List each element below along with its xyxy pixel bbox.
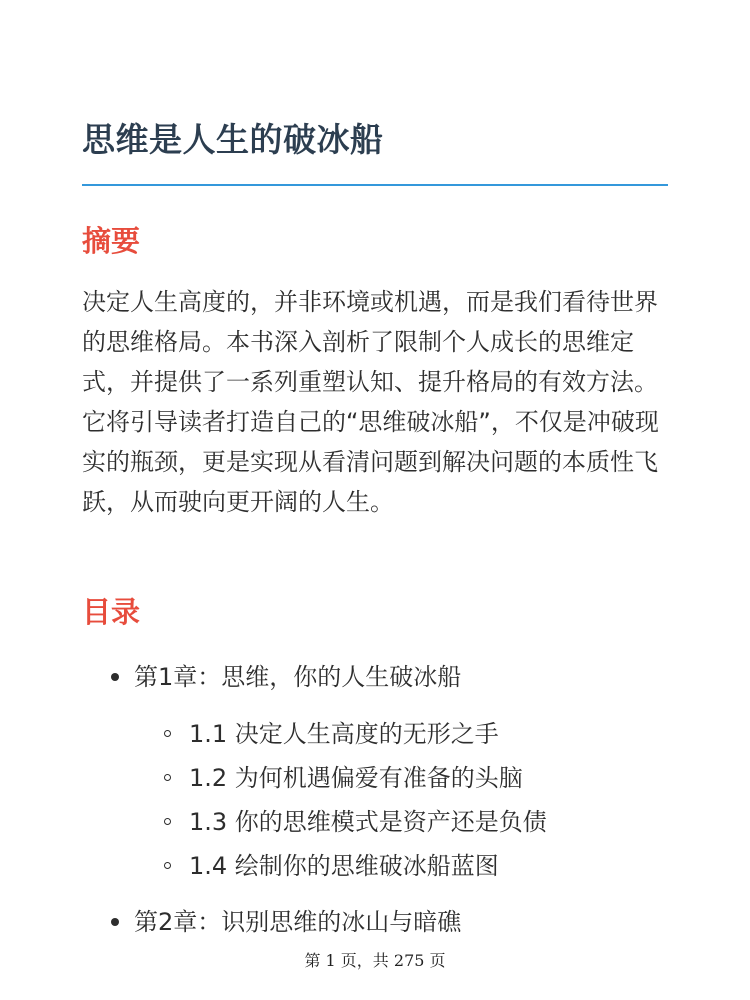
toc-chapter-2[interactable]: 第2章：识别思维的冰山与暗礁 (134, 908, 462, 936)
toc-bullet-circle (164, 818, 171, 825)
toc-bullet-circle (164, 730, 171, 737)
toc-section-1-2[interactable]: 1.2 为何机遇偏爱有准备的头脑 (189, 764, 523, 792)
toc-section-1-4[interactable]: 1.4 绘制你的思维破冰船蓝图 (189, 852, 499, 880)
toc-heading: 目录 (82, 595, 141, 629)
abstract-heading: 摘要 (82, 224, 141, 258)
toc-section-1-3[interactable]: 1.3 你的思维模式是资产还是负债 (189, 808, 547, 836)
toc-chapter-1[interactable]: 第1章：思维，你的人生破冰船 (134, 663, 462, 691)
toc-bullet-circle (164, 774, 171, 781)
page-number-footer: 第 1 页，共 275 页 (304, 951, 446, 970)
abstract-text: 决定人生高度的，并非环境或机遇，而是我们看待世界的思维格局。本书深入剖析了限制个人成长的思维定式，并提供了一系列重塑认知、提升格局的有效方法。它将引导读者打造自己的“思维破冰船”，不仅是冲破现实的瓶颈，更是实现从看清问题到解决问题的本质性飞跃，从而驶向更开阔的人生。 (82, 288, 659, 516)
toc-section-1-1[interactable]: 1.1 决定人生高度的无形之手 (189, 720, 499, 748)
title-divider (82, 184, 668, 186)
page-title: 思维是人生的破冰船 (82, 120, 384, 159)
toc-bullet-disc (111, 673, 119, 681)
toc-bullet-disc (111, 918, 119, 926)
toc-bullet-circle (164, 862, 171, 869)
